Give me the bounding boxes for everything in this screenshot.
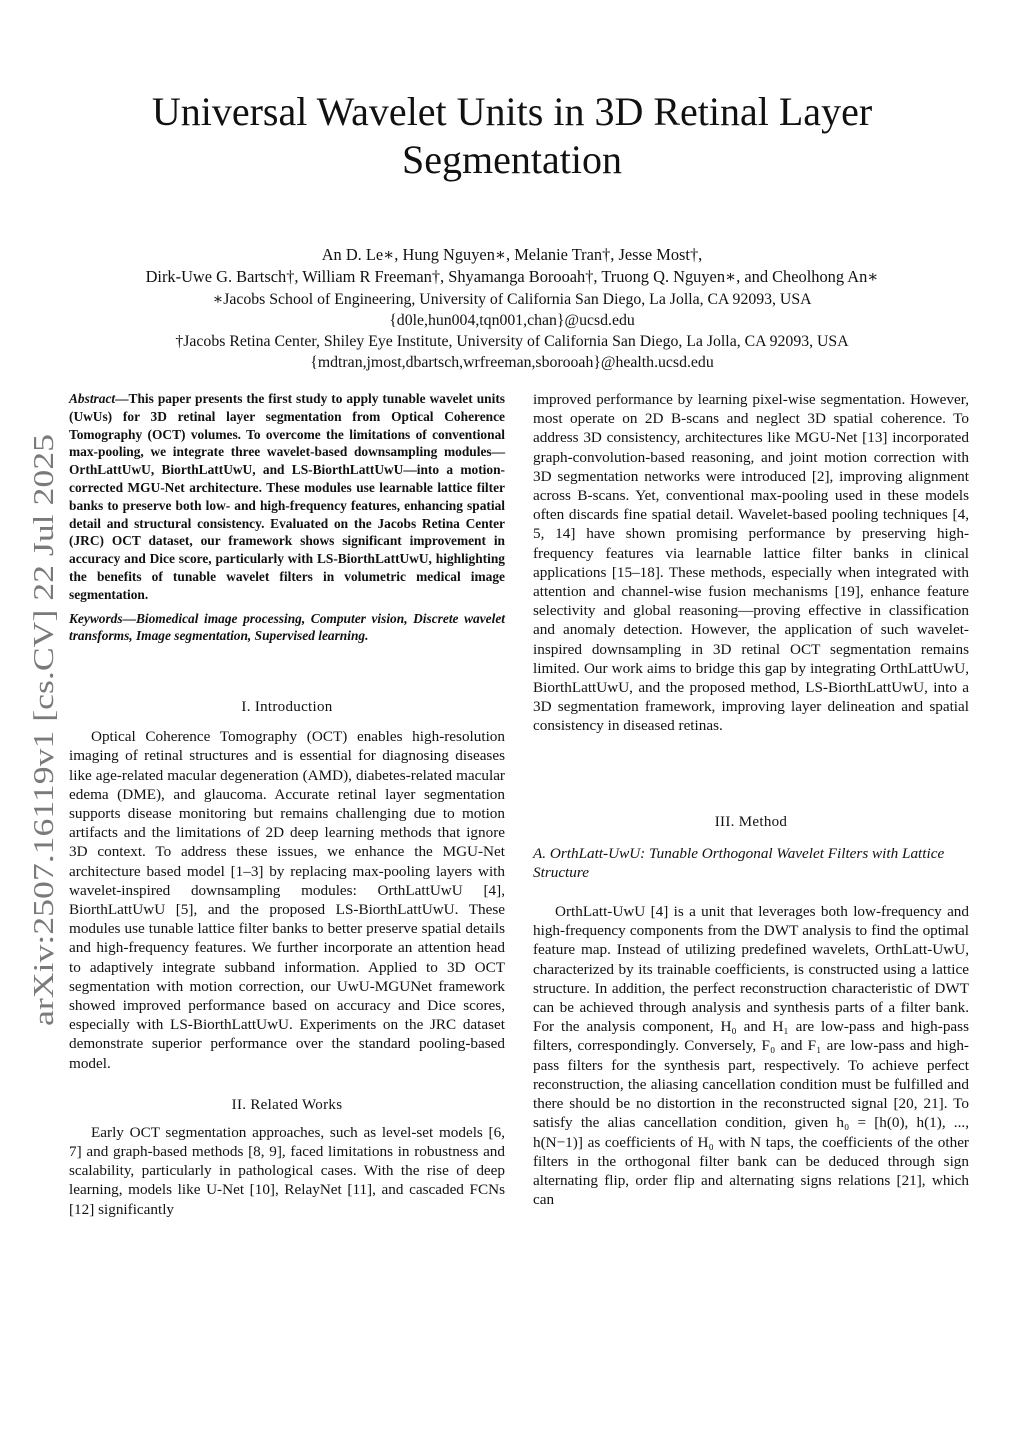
email-2: {mdtran,jmost,dbartsch,wrfreeman,sborooah}@health.ucsd.edu — [310, 353, 714, 371]
introduction-paragraph: Optical Coherence Tomography (OCT) enables high-resolution imaging of retinal structures and is essential for diagnosing diseases like age-related macular degeneration (AMD), diabetes-related macular edema (DME), and glaucoma. Accurate retinal layer segmentation supports disease monitoring but remains challenging due to motion artifacts and the limitations of 2D deep learning methods that ignore 3D context. To address these issues, we enhance the MGU-Net architecture based model [1–3] by replacing max-pooling layers with wavelet-inspired downsampling modules: OrthLattUwU [4], BiorthLattUwU [5], and the proposed LS-BiorthLattUwU. These modules use tunable lattice filter banks to better preserve spatial details and high-frequency features. We further incorporate an attention head to adaptively integrate subband information. Applied to 3D OCT segmentation with motion correction, our UwU-MGUNet framework showed improved performance based on accuracy and Dice scores, especially with LS-BiorthLattUwU. Experiments on the JRC dataset demonstrate superior performance over the standard pooling-based model. — [69, 728, 505, 1072]
affiliation-2: †Jacobs Retina Center, Shiley Eye Institute, University of California San Diego, La Jolla, CA 92093, USA — [175, 332, 849, 350]
subsection-heading-orthlatt-uwu: A. OrthLatt-UwU: Tunable Orthogonal Wavelet Filters with Lattice Structure — [533, 844, 945, 881]
related-works-paragraph-continued: improved performance by learning pixel-wise segmentation. However, most operate on 2D B-scans and neglect 3D spatial coherence. To address 3D consistency, architectures like MGU-Net [13] incorporated graph-convolution-based reasoning, and joint motion correction with 3D segmentation networks were introduced [2], improving alignment across B-scans. Yet, conventional max-pooling used in these models often discards fine spatial detail. Wavelet-based pooling techniques [4, 5, 14] have shown promising performance by preserving high-frequency features via learnable lattice filter banks in clinical applications [15–18]. These methods, especially when integrated with attention and channel-wise fusion mechanisms [19], enhance feature selectivity and global reasoning—proving effective in classification and anomaly detection. However, the application of such wavelet-inspired downsampling in 3D retinal OCT segmentation remains limited. Our work aims to bridge this gap by integrating OrthLattUwU, BiorthLattUwU, and the proposed method, LS-BiorthLattUwU, into a 3D segmentation framework, improving layer delineation and spatial consistency in diseased retinas. — [533, 391, 969, 735]
abstract-label: Abstract — [69, 391, 116, 406]
left-column — [69, 390, 505, 1219]
section-heading-introduction: I. Introduction — [241, 699, 333, 716]
author-block — [40, 244, 984, 373]
method-paragraph: OrthLatt-UwU [4] is a unit that leverages both low-frequency and high-frequency components from the DWT analysis to find the optimal feature map. Instead of utilizing predefined wavelets, OrthLatt-UwU, characterized by its trainable coefficients, is constructed using a lattice structure. In addition, the perfect reconstruction characteristic of DWT can be achieved through analysis and synthesis parts of a filter bank. For the analysis component, H₀ and H₁ are low-pass and high-pass filters, correspondingly. Conversely, F₀ and F₁ are low-pass and high-pass filters for the synthesis part, respectively. To achieve perfect reconstruction, the aliasing cancellation condition must be fulfilled and there should be no distortion in the reconstructed signal [20, 21]. To satisfy the alias cancellation condition, given h₀ = [h(0), h(1), ..., h(N−1)] as coefficients of H₀ with N taps, the coefficients of the other filters in the orthogonal filter bank can be deduced through sign alternating flip, order flip and alternating signs relations [21], which can — [533, 903, 969, 1209]
author-line-1: An D. Le∗, Hung Nguyen∗, Melanie Tran†, Jesse Most†, — [321, 245, 703, 264]
section-heading-related-works: II. Related Works — [231, 1096, 343, 1113]
related-works-paragraph-start: Early OCT segmentation approaches, such as level-set models [6, 7] and graph-based methods [8, 9], faced limitations in robustness and scalability, particularly in pathological cases. With the rise of deep learning, models like U-Net [10], RelayNet [11], and cascaded FCNs [12] significantly — [69, 1123, 505, 1218]
right-column — [533, 390, 969, 1209]
email-1: {d0le,hun004,tqn001,chan}@ucsd.edu — [389, 311, 635, 329]
title-line-2: Segmentation — [402, 137, 622, 182]
abstract — [69, 390, 505, 604]
author-line-2: Dirk-Uwe G. Bartsch†, William R Freeman†, Shyamanga Borooah†, Truong Q. Nguyen∗, and Cheolhong An∗ — [145, 267, 879, 287]
paper-title — [0, 88, 1024, 184]
title-line-1: Universal Wavelet Units in 3D Retinal Layer — [151, 89, 873, 134]
affiliation-1: ∗Jacobs School of Engineering, University of California San Diego, La Jolla, CA 92093, USA — [212, 290, 812, 308]
arxiv-stamp — [26, 430, 60, 1030]
arxiv-stamp-text: arXiv:2507.16119v1 [cs.CV] 22 Jul 2025 — [28, 545, 60, 1026]
keywords: Keywords—Biomedical image processing, Computer vision, Discrete wavelet transforms, Image segmentation, Supervised learning. — [69, 610, 505, 644]
abstract-text: —This paper presents the first study to apply tunable wavelet units (UwUs) for 3D retinal layer segmentation from Optical Coherence Tomography (OCT) volumes. To overcome the limitations of conventional max-pooling, we integrate three wavelet-based downsampling modules—OrthLattUwU, BiorthLattUwU, and LS-BiorthLattUwU—into a motion-corrected MGU-Net architecture. These modules use learnable lattice filter banks to preserve both low- and high-frequency features, enhancing spatial detail and structural consistency. Evaluated on the Jacobs Retina Center (JRC) OCT dataset, our framework shows significant improvement in accuracy and Dice score, particularly with LS-BiorthLattUwU, highlighting the benefits of tunable wavelet filters in volumetric medical image segmentation. — [69, 391, 505, 602]
section-heading-method: III. Method — [714, 813, 788, 830]
